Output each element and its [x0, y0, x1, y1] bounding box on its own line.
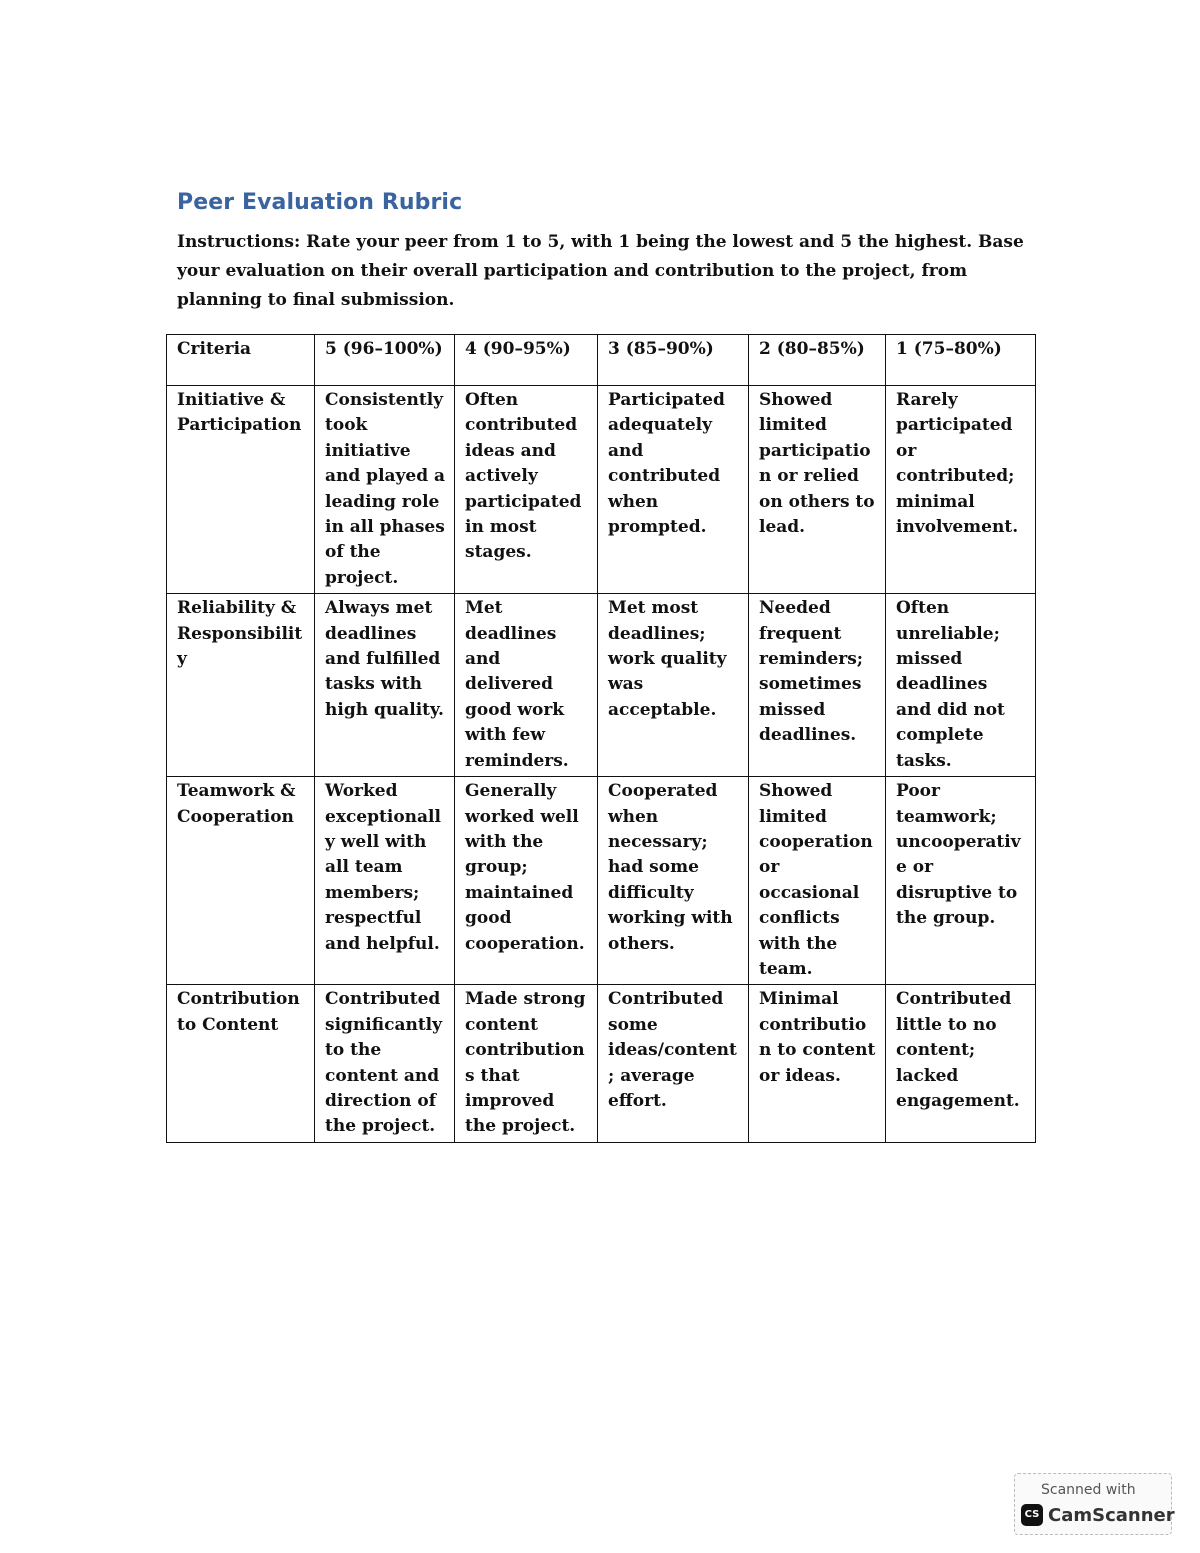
table-cell: Consistently took initiative and played a leading role in all phases of the project. — [315, 386, 455, 594]
table-row — [167, 386, 1036, 594]
page-title: Peer Evaluation Rubric — [177, 190, 463, 215]
table-header-row — [167, 335, 1036, 386]
table-cell: Made strong content contributions that improved the project. — [455, 985, 598, 1142]
table-row — [167, 985, 1036, 1142]
table-cell: Often unreliable; missed deadlines and did not complete tasks. — [886, 594, 1036, 777]
table-cell: Often contributed ideas and actively participated in most stages. — [455, 386, 598, 594]
table-cell: Poor teamwork; uncooperative or disruptive to the group. — [886, 777, 1036, 985]
header-score-4: 4 (90–95%) — [455, 335, 598, 386]
table-cell: Contributed significantly to the content and direction of the project. — [315, 985, 455, 1142]
table-row — [167, 594, 1036, 777]
table-cell: Showed limited participation or relied on others to lead. — [749, 386, 886, 594]
table-cell: Worked exceptionally well with all team members; respectful and helpful. — [315, 777, 455, 985]
criterion-cell: Teamwork & Cooperation — [167, 777, 315, 985]
table-cell: Contributed little to no content; lacked engagement. — [886, 985, 1036, 1142]
table-cell: Rarely participated or contributed; minimal involvement. — [886, 386, 1036, 594]
table-cell: Met deadlines and delivered good work with few reminders. — [455, 594, 598, 777]
criterion-cell: Contribution to Content — [167, 985, 315, 1142]
table-cell: Met most deadlines; work quality was acceptable. — [598, 594, 749, 777]
table-cell: Contributed some ideas/content; average effort. — [598, 985, 749, 1142]
table-cell: Always met deadlines and fulfilled tasks with high quality. — [315, 594, 455, 777]
header-criteria: Criteria — [167, 335, 315, 386]
table-cell: Needed frequent reminders; sometimes missed deadlines. — [749, 594, 886, 777]
watermark-brand: CamScanner — [1048, 1505, 1175, 1526]
table-row — [167, 777, 1036, 985]
header-score-5: 5 (96–100%) — [315, 335, 455, 386]
header-score-3: 3 (85–90%) — [598, 335, 749, 386]
camscanner-logo-icon: CS — [1021, 1504, 1043, 1526]
table-cell: Participated adequately and contributed when prompted. — [598, 386, 749, 594]
criterion-cell: Initiative & Participation — [167, 386, 315, 594]
rubric-table — [166, 334, 1036, 1143]
table-cell: Cooperated when necessary; had some difficulty working with others. — [598, 777, 749, 985]
header-score-1: 1 (75–80%) — [886, 335, 1036, 386]
instructions-text: Instructions: Rate your peer from 1 to 5, with 1 being the lowest and 5 the highest. Base your evaluation on their overall participation and contribution to the project, from planning to final submission. — [177, 232, 1024, 310]
watermark-caption: Scanned with — [1041, 1482, 1136, 1498]
header-score-2: 2 (80–85%) — [749, 335, 886, 386]
camscanner-watermark — [1014, 1473, 1175, 1535]
table-cell: Minimal contribution to content or ideas. — [749, 985, 886, 1142]
criterion-cell: Reliability & Responsibility — [167, 594, 315, 777]
table-cell: Generally worked well with the group; maintained good cooperation. — [455, 777, 598, 985]
table-cell: Showed limited cooperation or occasional conflicts with the team. — [749, 777, 886, 985]
